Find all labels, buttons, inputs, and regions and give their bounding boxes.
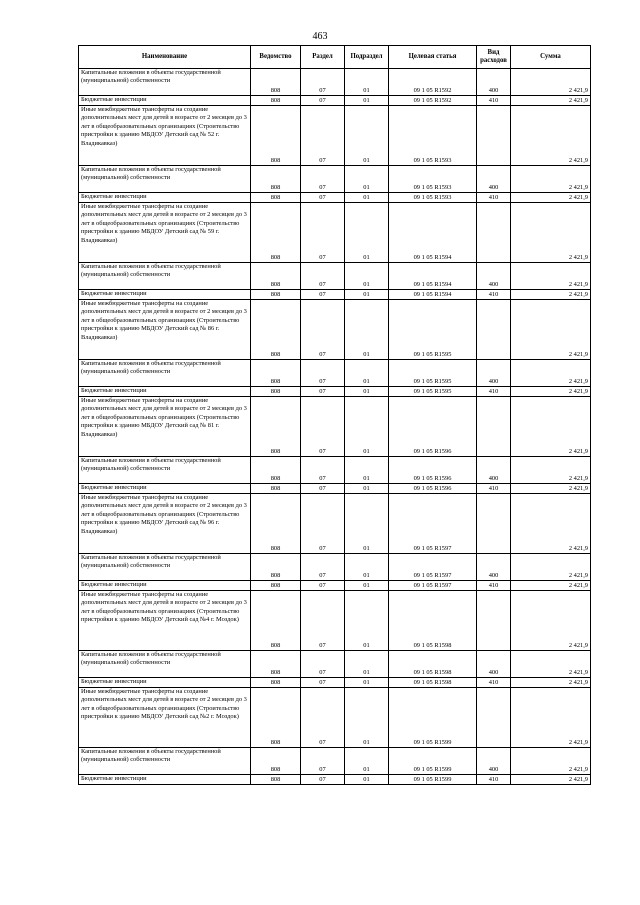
row-department-cell: 808 bbox=[251, 484, 301, 494]
row-name-cell: Иные межбюджетные трансферты на создание дополнительных мест для детей в возрасте от 2 месяцев до 3 лет в общеобразовательных организациях (Строительство пристройки к зданию МБДОУ Детский сад № 59 г. Владикавказ) bbox=[79, 203, 251, 263]
row-department-cell: 808 bbox=[251, 360, 301, 387]
row-name-cell: Капитальные вложения в объекты государственной (муниципальной) собственности bbox=[79, 263, 251, 290]
row-sum-cell: 2 421,9 bbox=[511, 290, 591, 300]
table-row bbox=[79, 263, 591, 290]
table-row bbox=[79, 457, 591, 484]
row-target-article-cell: 09 1 05 R1596 bbox=[389, 397, 477, 457]
row-sum-cell: 2 421,9 bbox=[511, 203, 591, 263]
row-department-cell: 808 bbox=[251, 203, 301, 263]
table-row bbox=[79, 397, 591, 457]
table-body bbox=[79, 69, 591, 785]
row-expense-kind-cell bbox=[477, 203, 511, 263]
table-row bbox=[79, 494, 591, 554]
row-section-cell: 07 bbox=[301, 106, 345, 166]
row-subsection-cell: 01 bbox=[345, 581, 389, 591]
row-sum-cell: 2 421,9 bbox=[511, 96, 591, 106]
row-department-cell: 808 bbox=[251, 69, 301, 96]
row-expense-kind-cell: 400 bbox=[477, 457, 511, 484]
row-subsection-cell: 01 bbox=[345, 688, 389, 748]
row-target-article-cell: 09 1 05 R1595 bbox=[389, 300, 477, 360]
table-row bbox=[79, 775, 591, 785]
row-sum-cell: 2 421,9 bbox=[511, 166, 591, 193]
row-name-cell: Бюджетные инвестиции bbox=[79, 678, 251, 688]
row-target-article-cell: 09 1 05 R1598 bbox=[389, 591, 477, 651]
row-name-cell: Иные межбюджетные трансферты на создание дополнительных мест для детей в возрасте от 2 месяцев до 3 лет в общеобразовательных организациях (Строительство пристройки к зданию МБДОУ Детский сад № 86 г. Владикавказ) bbox=[79, 300, 251, 360]
row-department-cell: 808 bbox=[251, 688, 301, 748]
row-department-cell: 808 bbox=[251, 290, 301, 300]
row-expense-kind-cell bbox=[477, 688, 511, 748]
table-row bbox=[79, 360, 591, 387]
header-name: Наименование bbox=[79, 46, 251, 69]
table-row bbox=[79, 300, 591, 360]
table-row bbox=[79, 748, 591, 775]
row-expense-kind-cell bbox=[477, 397, 511, 457]
row-section-cell: 07 bbox=[301, 69, 345, 96]
row-sum-cell: 2 421,9 bbox=[511, 263, 591, 290]
row-section-cell: 07 bbox=[301, 494, 345, 554]
row-name-cell: Иные межбюджетные трансферты на создание дополнительных мест для детей в возрасте от 2 месяцев до 3 лет в общеобразовательных организациях (Строительство пристройки к зданию МБДОУ Детский сад №4 г. Моздок) bbox=[79, 591, 251, 651]
row-sum-cell: 2 421,9 bbox=[511, 775, 591, 785]
row-sum-cell: 2 421,9 bbox=[511, 581, 591, 591]
row-name-cell: Капитальные вложения в объекты государственной (муниципальной) собственности bbox=[79, 748, 251, 775]
row-target-article-cell: 09 1 05 R1594 bbox=[389, 263, 477, 290]
row-subsection-cell: 01 bbox=[345, 775, 389, 785]
row-sum-cell: 2 421,9 bbox=[511, 591, 591, 651]
row-department-cell: 808 bbox=[251, 193, 301, 203]
row-target-article-cell: 09 1 05 R1599 bbox=[389, 688, 477, 748]
row-target-article-cell: 09 1 05 R1596 bbox=[389, 457, 477, 484]
row-name-cell: Капитальные вложения в объекты государственной (муниципальной) собственности bbox=[79, 166, 251, 193]
row-section-cell: 07 bbox=[301, 678, 345, 688]
table-row bbox=[79, 484, 591, 494]
table-row bbox=[79, 678, 591, 688]
row-name-cell: Иные межбюджетные трансферты на создание дополнительных мест для детей в возрасте от 2 месяцев до 3 лет в общеобразовательных организациях (Строительство пристройки к зданию МБДОУ Детский сад № 96 г. Владикавказ) bbox=[79, 494, 251, 554]
row-section-cell: 07 bbox=[301, 581, 345, 591]
row-sum-cell: 2 421,9 bbox=[511, 397, 591, 457]
row-department-cell: 808 bbox=[251, 96, 301, 106]
row-subsection-cell: 01 bbox=[345, 69, 389, 96]
row-section-cell: 07 bbox=[301, 554, 345, 581]
row-sum-cell: 2 421,9 bbox=[511, 554, 591, 581]
row-name-cell: Капитальные вложения в объекты государственной (муниципальной) собственности bbox=[79, 651, 251, 678]
row-name-cell: Капитальные вложения в объекты государственной (муниципальной) собственности bbox=[79, 554, 251, 581]
row-expense-kind-cell: 400 bbox=[477, 360, 511, 387]
table-header-row bbox=[79, 46, 591, 69]
row-expense-kind-cell bbox=[477, 494, 511, 554]
row-department-cell: 808 bbox=[251, 581, 301, 591]
row-target-article-cell: 09 1 05 R1594 bbox=[389, 290, 477, 300]
row-sum-cell: 2 421,9 bbox=[511, 484, 591, 494]
table-row bbox=[79, 106, 591, 166]
row-target-article-cell: 09 1 05 R1597 bbox=[389, 554, 477, 581]
row-subsection-cell: 01 bbox=[345, 263, 389, 290]
table-row bbox=[79, 166, 591, 193]
row-expense-kind-cell: 400 bbox=[477, 748, 511, 775]
row-name-cell: Бюджетные инвестиции bbox=[79, 387, 251, 397]
table-row bbox=[79, 581, 591, 591]
row-subsection-cell: 01 bbox=[345, 397, 389, 457]
table-row bbox=[79, 688, 591, 748]
row-target-article-cell: 09 1 05 R1595 bbox=[389, 360, 477, 387]
budget-table bbox=[78, 45, 591, 785]
row-name-cell: Бюджетные инвестиции bbox=[79, 775, 251, 785]
row-expense-kind-cell bbox=[477, 106, 511, 166]
row-sum-cell: 2 421,9 bbox=[511, 494, 591, 554]
row-section-cell: 07 bbox=[301, 387, 345, 397]
row-expense-kind-cell: 410 bbox=[477, 290, 511, 300]
header-subsection: Подраздел bbox=[345, 46, 389, 69]
table-row bbox=[79, 96, 591, 106]
row-sum-cell: 2 421,9 bbox=[511, 678, 591, 688]
row-name-cell: Иные межбюджетные трансферты на создание дополнительных мест для детей в возрасте от 2 месяцев до 3 лет в общеобразовательных организациях (Строительство пристройки к зданию МБДОУ Детский сад № 52 г. Владикавказ) bbox=[79, 106, 251, 166]
row-sum-cell: 2 421,9 bbox=[511, 193, 591, 203]
row-name-cell: Капитальные вложения в объекты государственной (муниципальной) собственности bbox=[79, 69, 251, 96]
row-subsection-cell: 01 bbox=[345, 387, 389, 397]
header-department: Ведомство bbox=[251, 46, 301, 69]
row-department-cell: 808 bbox=[251, 651, 301, 678]
row-department-cell: 808 bbox=[251, 300, 301, 360]
row-expense-kind-cell: 410 bbox=[477, 96, 511, 106]
row-sum-cell: 2 421,9 bbox=[511, 106, 591, 166]
row-department-cell: 808 bbox=[251, 554, 301, 581]
table-row bbox=[79, 591, 591, 651]
row-subsection-cell: 01 bbox=[345, 166, 389, 193]
table-row bbox=[79, 554, 591, 581]
table-row bbox=[79, 651, 591, 678]
row-sum-cell: 2 421,9 bbox=[511, 300, 591, 360]
page-number: 463 bbox=[312, 31, 328, 42]
row-department-cell: 808 bbox=[251, 106, 301, 166]
row-target-article-cell: 09 1 05 R1593 bbox=[389, 166, 477, 193]
row-sum-cell: 2 421,9 bbox=[511, 748, 591, 775]
row-section-cell: 07 bbox=[301, 651, 345, 678]
row-expense-kind-cell: 410 bbox=[477, 581, 511, 591]
row-department-cell: 808 bbox=[251, 387, 301, 397]
row-department-cell: 808 bbox=[251, 166, 301, 193]
row-name-cell: Иные межбюджетные трансферты на создание дополнительных мест для детей в возрасте от 2 месяцев до 3 лет в общеобразовательных организациях (Строительство пристройки к зданию МБДОУ Детский сад № 81 г. Владикавказ) bbox=[79, 397, 251, 457]
row-section-cell: 07 bbox=[301, 484, 345, 494]
row-expense-kind-cell: 400 bbox=[477, 554, 511, 581]
row-target-article-cell: 09 1 05 R1593 bbox=[389, 193, 477, 203]
row-subsection-cell: 01 bbox=[345, 678, 389, 688]
row-sum-cell: 2 421,9 bbox=[511, 457, 591, 484]
row-expense-kind-cell: 400 bbox=[477, 69, 511, 96]
row-expense-kind-cell: 410 bbox=[477, 678, 511, 688]
row-department-cell: 808 bbox=[251, 457, 301, 484]
row-section-cell: 07 bbox=[301, 290, 345, 300]
row-section-cell: 07 bbox=[301, 748, 345, 775]
row-section-cell: 07 bbox=[301, 360, 345, 387]
row-subsection-cell: 01 bbox=[345, 748, 389, 775]
row-subsection-cell: 01 bbox=[345, 494, 389, 554]
row-name-cell: Капитальные вложения в объекты государственной (муниципальной) собственности bbox=[79, 457, 251, 484]
row-section-cell: 07 bbox=[301, 457, 345, 484]
row-expense-kind-cell: 400 bbox=[477, 166, 511, 193]
row-section-cell: 07 bbox=[301, 300, 345, 360]
table-row bbox=[79, 387, 591, 397]
row-target-article-cell: 09 1 05 R1597 bbox=[389, 494, 477, 554]
row-subsection-cell: 01 bbox=[345, 457, 389, 484]
row-target-article-cell: 09 1 05 R1597 bbox=[389, 581, 477, 591]
table-row bbox=[79, 193, 591, 203]
row-subsection-cell: 01 bbox=[345, 554, 389, 581]
row-name-cell: Бюджетные инвестиции bbox=[79, 96, 251, 106]
row-sum-cell: 2 421,9 bbox=[511, 69, 591, 96]
row-expense-kind-cell bbox=[477, 300, 511, 360]
row-name-cell: Бюджетные инвестиции bbox=[79, 581, 251, 591]
row-department-cell: 808 bbox=[251, 263, 301, 290]
row-subsection-cell: 01 bbox=[345, 484, 389, 494]
row-target-article-cell: 09 1 05 R1595 bbox=[389, 387, 477, 397]
row-target-article-cell: 09 1 05 R1599 bbox=[389, 775, 477, 785]
row-subsection-cell: 01 bbox=[345, 651, 389, 678]
table-row bbox=[79, 69, 591, 96]
row-target-article-cell: 09 1 05 R1592 bbox=[389, 96, 477, 106]
row-target-article-cell: 09 1 05 R1599 bbox=[389, 748, 477, 775]
row-section-cell: 07 bbox=[301, 775, 345, 785]
row-department-cell: 808 bbox=[251, 494, 301, 554]
row-expense-kind-cell: 400 bbox=[477, 651, 511, 678]
row-department-cell: 808 bbox=[251, 678, 301, 688]
row-expense-kind-cell: 410 bbox=[477, 387, 511, 397]
row-expense-kind-cell: 410 bbox=[477, 193, 511, 203]
row-section-cell: 07 bbox=[301, 263, 345, 290]
row-name-cell: Бюджетные инвестиции bbox=[79, 193, 251, 203]
table-row bbox=[79, 290, 591, 300]
row-target-article-cell: 09 1 05 R1598 bbox=[389, 651, 477, 678]
row-section-cell: 07 bbox=[301, 96, 345, 106]
header-expense-kind: Вид расходов bbox=[477, 46, 511, 69]
row-section-cell: 07 bbox=[301, 591, 345, 651]
row-section-cell: 07 bbox=[301, 166, 345, 193]
row-name-cell: Бюджетные инвестиции bbox=[79, 290, 251, 300]
row-subsection-cell: 01 bbox=[345, 290, 389, 300]
row-sum-cell: 2 421,9 bbox=[511, 387, 591, 397]
header-target-article: Целевая статья bbox=[389, 46, 477, 69]
row-department-cell: 808 bbox=[251, 397, 301, 457]
table-row bbox=[79, 203, 591, 263]
row-subsection-cell: 01 bbox=[345, 106, 389, 166]
header-section: Раздел bbox=[301, 46, 345, 69]
row-target-article-cell: 09 1 05 R1598 bbox=[389, 678, 477, 688]
row-target-article-cell: 09 1 05 R1593 bbox=[389, 106, 477, 166]
row-name-cell: Иные межбюджетные трансферты на создание дополнительных мест для детей в возрасте от 2 месяцев до 3 лет в общеобразовательных организациях (Строительство пристройки к зданию МБДОУ Детский сад №2 г. Моздок) bbox=[79, 688, 251, 748]
row-section-cell: 07 bbox=[301, 193, 345, 203]
row-name-cell: Капитальные вложения в объекты государственной (муниципальной) собственности bbox=[79, 360, 251, 387]
row-section-cell: 07 bbox=[301, 397, 345, 457]
row-expense-kind-cell: 410 bbox=[477, 775, 511, 785]
row-department-cell: 808 bbox=[251, 748, 301, 775]
row-subsection-cell: 01 bbox=[345, 193, 389, 203]
row-sum-cell: 2 421,9 bbox=[511, 360, 591, 387]
row-subsection-cell: 01 bbox=[345, 203, 389, 263]
row-expense-kind-cell: 410 bbox=[477, 484, 511, 494]
row-department-cell: 808 bbox=[251, 591, 301, 651]
row-subsection-cell: 01 bbox=[345, 360, 389, 387]
row-target-article-cell: 09 1 05 R1594 bbox=[389, 203, 477, 263]
row-expense-kind-cell: 400 bbox=[477, 263, 511, 290]
row-department-cell: 808 bbox=[251, 775, 301, 785]
row-subsection-cell: 01 bbox=[345, 591, 389, 651]
row-subsection-cell: 01 bbox=[345, 300, 389, 360]
row-target-article-cell: 09 1 05 R1596 bbox=[389, 484, 477, 494]
header-sum: Сумма bbox=[511, 46, 591, 69]
row-expense-kind-cell bbox=[477, 591, 511, 651]
row-section-cell: 07 bbox=[301, 203, 345, 263]
row-name-cell: Бюджетные инвестиции bbox=[79, 484, 251, 494]
row-sum-cell: 2 421,9 bbox=[511, 651, 591, 678]
row-target-article-cell: 09 1 05 R1592 bbox=[389, 69, 477, 96]
row-subsection-cell: 01 bbox=[345, 96, 389, 106]
row-sum-cell: 2 421,9 bbox=[511, 688, 591, 748]
row-section-cell: 07 bbox=[301, 688, 345, 748]
